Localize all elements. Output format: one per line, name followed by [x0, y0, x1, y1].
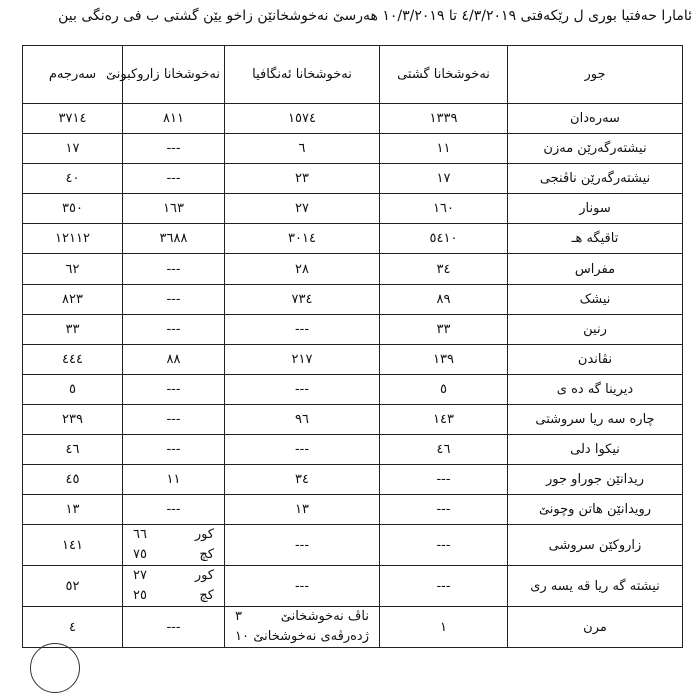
cell-type: زاروکێن سروشی: [508, 525, 683, 566]
cell-localities: ٢١٧: [225, 344, 380, 374]
split-value: ٧٥: [133, 547, 147, 563]
cell-type: نیشتەرگەرێن ناڤنجی: [508, 164, 683, 194]
header-localities-hospital: نەخوشخانا ئەنگافیا: [225, 46, 380, 104]
table-body: [23, 104, 683, 648]
cell-children: ٨٨: [123, 344, 225, 374]
cell-general: ٣٣: [380, 314, 508, 344]
cell-total: ٨٢٣: [23, 284, 123, 314]
table-row-split: [23, 566, 683, 607]
cell-type: رویدانێن هاتن وچونێ: [508, 495, 683, 525]
cell-children: ---: [123, 404, 225, 434]
cell-total: ٢٣٩: [23, 404, 123, 434]
cell-localities: ---: [225, 374, 380, 404]
table-row: [23, 435, 683, 465]
split-value: ٢٥: [133, 588, 147, 604]
split-label: کچ: [199, 547, 214, 563]
cell-children: ---: [123, 314, 225, 344]
cell-general: ١٣٣٩: [380, 104, 508, 134]
cell-general: ١٣٩: [380, 344, 508, 374]
cell-children-split: [123, 525, 225, 566]
cell-children: ---: [123, 164, 225, 194]
table-row: [23, 374, 683, 404]
cell-children: ١١: [123, 465, 225, 495]
cell-general: ٤٦: [380, 435, 508, 465]
cell-localities: ---: [225, 525, 380, 566]
cell-total: ٣٣: [23, 314, 123, 344]
cell-general: ١١: [380, 134, 508, 164]
split-label: کور: [194, 568, 214, 584]
table-row-split: [23, 525, 683, 566]
table-row: [23, 224, 683, 254]
cell-general: ١٤٣: [380, 404, 508, 434]
cell-total: ٣٧١٤: [23, 104, 123, 134]
cell-localities: ٧٣٤: [225, 284, 380, 314]
cell-type: سەرەدان: [508, 104, 683, 134]
split-line: [229, 627, 375, 647]
split-label: کچ: [199, 588, 214, 604]
split-line: [229, 607, 375, 627]
cell-total: ٤٦: [23, 435, 123, 465]
table-row: [23, 495, 683, 525]
cell-children: ٨١١: [123, 104, 225, 134]
cell-total: ٣٥٠: [23, 194, 123, 224]
split-line: [127, 525, 220, 545]
cell-general: ---: [380, 465, 508, 495]
cell-localities: ٣٠١٤: [225, 224, 380, 254]
cell-children: ---: [123, 607, 225, 648]
table-row: [23, 314, 683, 344]
cell-general: ١٧: [380, 164, 508, 194]
cell-localities: ١٣: [225, 495, 380, 525]
cell-localities: ٢٧: [225, 194, 380, 224]
table-row: [23, 254, 683, 284]
cell-total: ٥: [23, 374, 123, 404]
cell-localities: ١٥٧٤: [225, 104, 380, 134]
table-row: [23, 404, 683, 434]
header-type: جور: [508, 46, 683, 104]
table-row-deaths: [23, 607, 683, 648]
cell-total: ١٧: [23, 134, 123, 164]
cell-type: سونار: [508, 194, 683, 224]
cell-total: ١٣: [23, 495, 123, 525]
cell-general: ---: [380, 495, 508, 525]
split-label: ناڤ نەخوشخانێ: [280, 609, 369, 625]
cell-general: ١٦٠: [380, 194, 508, 224]
cell-children: ---: [123, 284, 225, 314]
cell-type: دیرینا گە دە ی: [508, 374, 683, 404]
cell-total: ١٤١: [23, 525, 123, 566]
stamp-seal-partial: [30, 643, 80, 693]
table-row: [23, 164, 683, 194]
header-general-hospital: نەخوشخانا گشتی: [380, 46, 508, 104]
cell-type: مرن: [508, 607, 683, 648]
split-line: [127, 586, 220, 606]
cell-total: ٤: [23, 607, 123, 648]
cell-type: نیکوا دلی: [508, 435, 683, 465]
cell-localities: ٢٨: [225, 254, 380, 284]
cell-type: چارە سە ریا سروشتی: [508, 404, 683, 434]
split-value: ٣: [235, 609, 242, 625]
split-value: ١٠: [235, 629, 249, 645]
cell-children: ---: [123, 254, 225, 284]
header-total: سەرجەم: [23, 46, 123, 104]
cell-general: ---: [380, 566, 508, 607]
cell-general: ٥٤١٠: [380, 224, 508, 254]
cell-localities: ---: [225, 314, 380, 344]
cell-children: ١٦٣: [123, 194, 225, 224]
cell-localities: ٦: [225, 134, 380, 164]
cell-total: ٤٥: [23, 465, 123, 495]
header-children-hospital: نەخوشخانا زاروکبونێ: [123, 46, 225, 104]
cell-total: ٤٤٤: [23, 344, 123, 374]
cell-children: ---: [123, 134, 225, 164]
cell-children-split: [123, 566, 225, 607]
statistics-table: [22, 45, 683, 648]
split-line: [127, 545, 220, 565]
cell-total: ٤٠: [23, 164, 123, 194]
split-line: [127, 566, 220, 586]
split-label: کور: [194, 527, 214, 543]
cell-general: ١: [380, 607, 508, 648]
table-row: [23, 465, 683, 495]
split-value: ٢٧: [133, 568, 147, 584]
cell-type: نیشتە گە ریا قە یسە ری: [508, 566, 683, 607]
cell-children: ٣٦٨٨: [123, 224, 225, 254]
cell-type: نڤاندن: [508, 344, 683, 374]
cell-total: ٦٢: [23, 254, 123, 284]
cell-general: ---: [380, 525, 508, 566]
cell-general: ٣٤: [380, 254, 508, 284]
cell-localities: ٢٣: [225, 164, 380, 194]
cell-localities-split: [225, 607, 380, 648]
split-label: ژدەرڤەی نەخوشخانێ: [253, 629, 369, 645]
cell-type: تاقیگە هـ: [508, 224, 683, 254]
cell-children: ---: [123, 374, 225, 404]
table-row: [23, 104, 683, 134]
header-row: [23, 46, 683, 104]
report-title: ئامارا حەفتیا بوری ل رێکەفتی ٤/٣/٢٠١٩ تا ١٠/٣/٢٠١٩ هەرسێ نەخوشخانێن زاخو یێن گشتی ب فی رەنگی بین: [58, 8, 692, 24]
cell-children: ---: [123, 435, 225, 465]
table-row: [23, 344, 683, 374]
cell-general: ٥: [380, 374, 508, 404]
table-row: [23, 194, 683, 224]
table-row: [23, 134, 683, 164]
cell-localities: ---: [225, 435, 380, 465]
cell-general: ٨٩: [380, 284, 508, 314]
cell-children: ---: [123, 495, 225, 525]
cell-type: مفراس: [508, 254, 683, 284]
cell-type: ریدانێن جوراو جور: [508, 465, 683, 495]
cell-total: ٥٢: [23, 566, 123, 607]
cell-type: نیشک: [508, 284, 683, 314]
cell-localities: ٣٤: [225, 465, 380, 495]
table-row: [23, 284, 683, 314]
cell-total: ١٢١١٢: [23, 224, 123, 254]
cell-type: نیشتەرگەرێن مەزن: [508, 134, 683, 164]
cell-type: رنین: [508, 314, 683, 344]
split-value: ٦٦: [133, 527, 147, 543]
cell-localities: ---: [225, 566, 380, 607]
cell-localities: ٩٦: [225, 404, 380, 434]
